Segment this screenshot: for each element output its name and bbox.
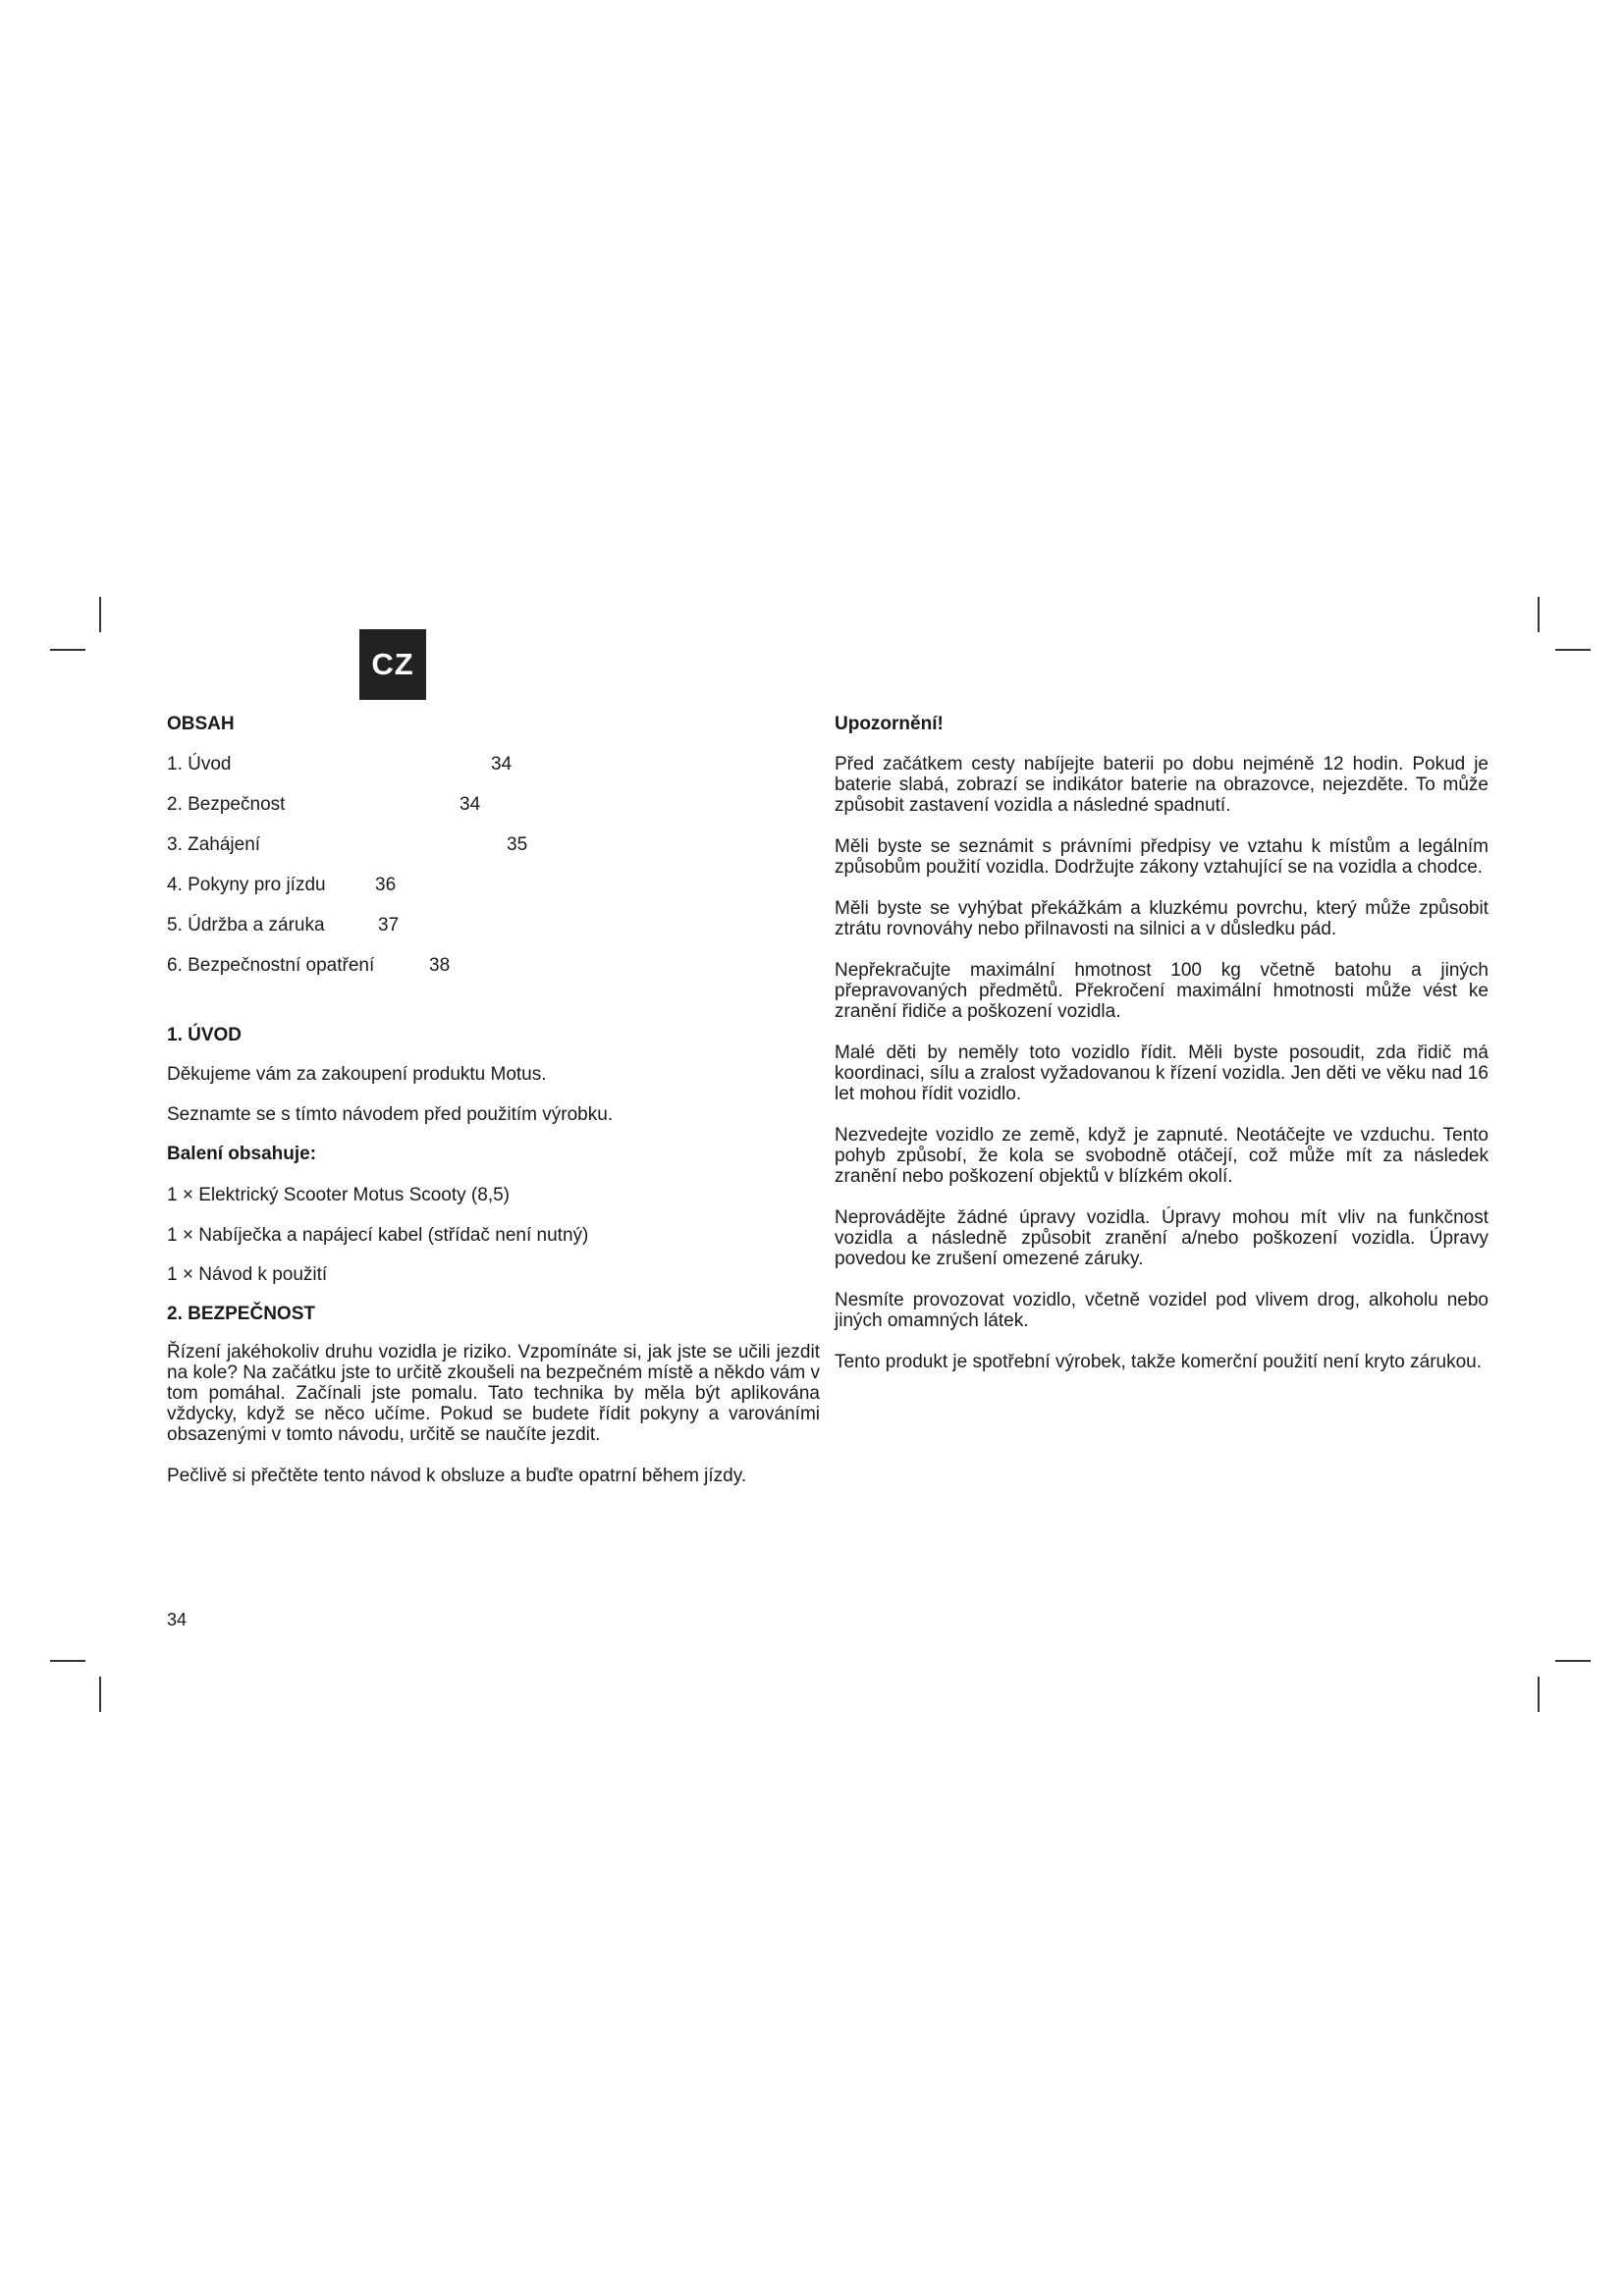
warning-paragraph: Před začátkem cesty nabíjejte baterii po dobu nejméně 12 hodin. Pokud je baterie slabá, zobrazí se indikátor baterie na obrazovce, nejezděte. To může způsobit zastavení vozidla a následné spadnutí. — [835, 754, 1489, 816]
crop-mark-top-left-horizontal — [50, 649, 85, 651]
toc-item-page: 38 — [429, 955, 451, 976]
warning-paragraph: Nepřekračujte maximální hmotnost 100 kg včetně batohu a jiných přepravovaných předmětů. Překročení maximální hmotnosti může vést ke zranění řidiče a poškození vozidla. — [835, 960, 1489, 1022]
section-intro-title: 1. ÚVOD — [167, 1025, 243, 1045]
toc-item-zahajeni[interactable] — [167, 834, 820, 875]
warning-paragraph: Tento produkt je spotřební výrobek, takže komerční použití není kryto zárukou. — [835, 1352, 1483, 1372]
language-badge: CZ — [359, 629, 426, 700]
warning-paragraph: Nesmíte provozovat vozidlo, včetně vozidel pod vlivem drog, alkoholu nebo jiných omamných látek. — [835, 1290, 1489, 1331]
toc-item-page: 34 — [460, 794, 481, 815]
toc-item-label: 2. Bezpečnost — [167, 794, 286, 815]
toc-item-udrzba[interactable] — [167, 915, 820, 955]
left-column — [167, 714, 820, 1486]
warning-paragraph: Nezvedejte vozidlo ze země, když je zapnuté. Neotáčejte ve vzduchu. Tento pohyb způsobí, že kola se svobodně otáčejí, což může mít za následek zranění nebo poškození objektů v blízkém okolí. — [835, 1125, 1489, 1187]
toc-item-label: 3. Zahájení — [167, 834, 261, 855]
crop-mark-bottom-right-vertical — [1538, 1677, 1540, 1712]
toc-item-label: 4. Pokyny pro jízdu — [167, 875, 326, 895]
toc-item-bezpecnost[interactable] — [167, 794, 820, 834]
crop-mark-bottom-left-vertical — [99, 1677, 101, 1712]
intro-paragraph-2: Seznamte se s tímto návodem před použitím výrobku. — [167, 1104, 614, 1125]
package-item-manual: 1 × Návod k použití — [167, 1264, 328, 1285]
package-item-scooter: 1 × Elektrický Scooter Motus Scooty (8,5) — [167, 1185, 510, 1205]
toc-title: OBSAH — [167, 714, 235, 734]
page-number: 34 — [167, 1610, 188, 1629]
crop-mark-bottom-left-horizontal — [50, 1660, 85, 1662]
toc-item-page: 34 — [491, 754, 513, 774]
toc-item-opatreni[interactable] — [167, 955, 820, 995]
toc-item-uvod[interactable] — [167, 754, 820, 794]
safety-paragraph-1: Řízení jakéhokoliv druhu vozidla je riziko. Vzpomínáte si, jak jste se učili jezdit na kole? Na začátku jste to určitě zkoušeli na bezpečném místě a někdo vám v tom pomáhal. Začínali jste pomalu. Tato technika by měla být aplikována vždycky, když se něco učíme. Pokud se budete řídit pokyny a varováními obsazenými v tomto návodu, určitě se naučíte jezdit. — [167, 1342, 820, 1445]
warning-paragraph: Měli byste se seznámit s právními předpisy ve vztahu k místům a legálním způsobům použití vozidla. Dodržujte zákony vztahující se na vozidla a chodce. — [835, 836, 1489, 878]
table-of-contents — [167, 754, 820, 995]
warning-paragraph: Neprovádějte žádné úpravy vozidla. Úpravy mohou mít vliv na funkčnost vozidla a následně způsobit zranění a/nebo poškození vozidla. Úpravy povedou ke zrušení omezené záruky. — [835, 1207, 1489, 1269]
intro-paragraph-1: Děkujeme vám za zakoupení produktu Motus. — [167, 1064, 547, 1085]
package-item-charger: 1 × Nabíječka a napájecí kabel (střídač není nutný) — [167, 1225, 589, 1246]
crop-mark-top-right-vertical — [1538, 597, 1540, 632]
warning-paragraph: Malé děti by neměly toto vozidlo řídit. Měli byste posoudit, zda řidič má koordinaci, sílu a zralost vyžadovanou k řízení vozidla. Jen děti ve věku nad 16 let mohou řídit vozidlo. — [835, 1042, 1489, 1104]
right-column — [835, 714, 1489, 1372]
safety-paragraph-2: Pečlivě si přečtěte tento návod k obsluze a buďte opatrní během jízdy. — [167, 1466, 747, 1486]
toc-item-pokyny[interactable] — [167, 875, 820, 915]
toc-item-label: 6. Bezpečnostní opatření — [167, 955, 375, 976]
toc-item-page: 37 — [378, 915, 400, 935]
crop-mark-top-left-vertical — [99, 597, 101, 632]
crop-mark-bottom-right-horizontal — [1555, 1660, 1591, 1662]
package-title: Balení obsahuje: — [167, 1144, 317, 1164]
section-safety-title: 2. BEZPEČNOST — [167, 1304, 315, 1324]
toc-item-page: 36 — [375, 875, 397, 895]
warning-paragraph: Měli byste se vyhýbat překážkám a kluzkému povrchu, který může způsobit ztrátu rovnováhy nebo přilnavosti na silnici a v důsledku pád. — [835, 898, 1489, 939]
toc-item-page: 35 — [507, 834, 528, 855]
toc-item-label: 1. Úvod — [167, 754, 232, 774]
toc-item-label: 5. Údržba a záruka — [167, 915, 325, 935]
warning-title: Upozornění! — [835, 714, 944, 734]
crop-mark-top-right-horizontal — [1555, 649, 1591, 651]
